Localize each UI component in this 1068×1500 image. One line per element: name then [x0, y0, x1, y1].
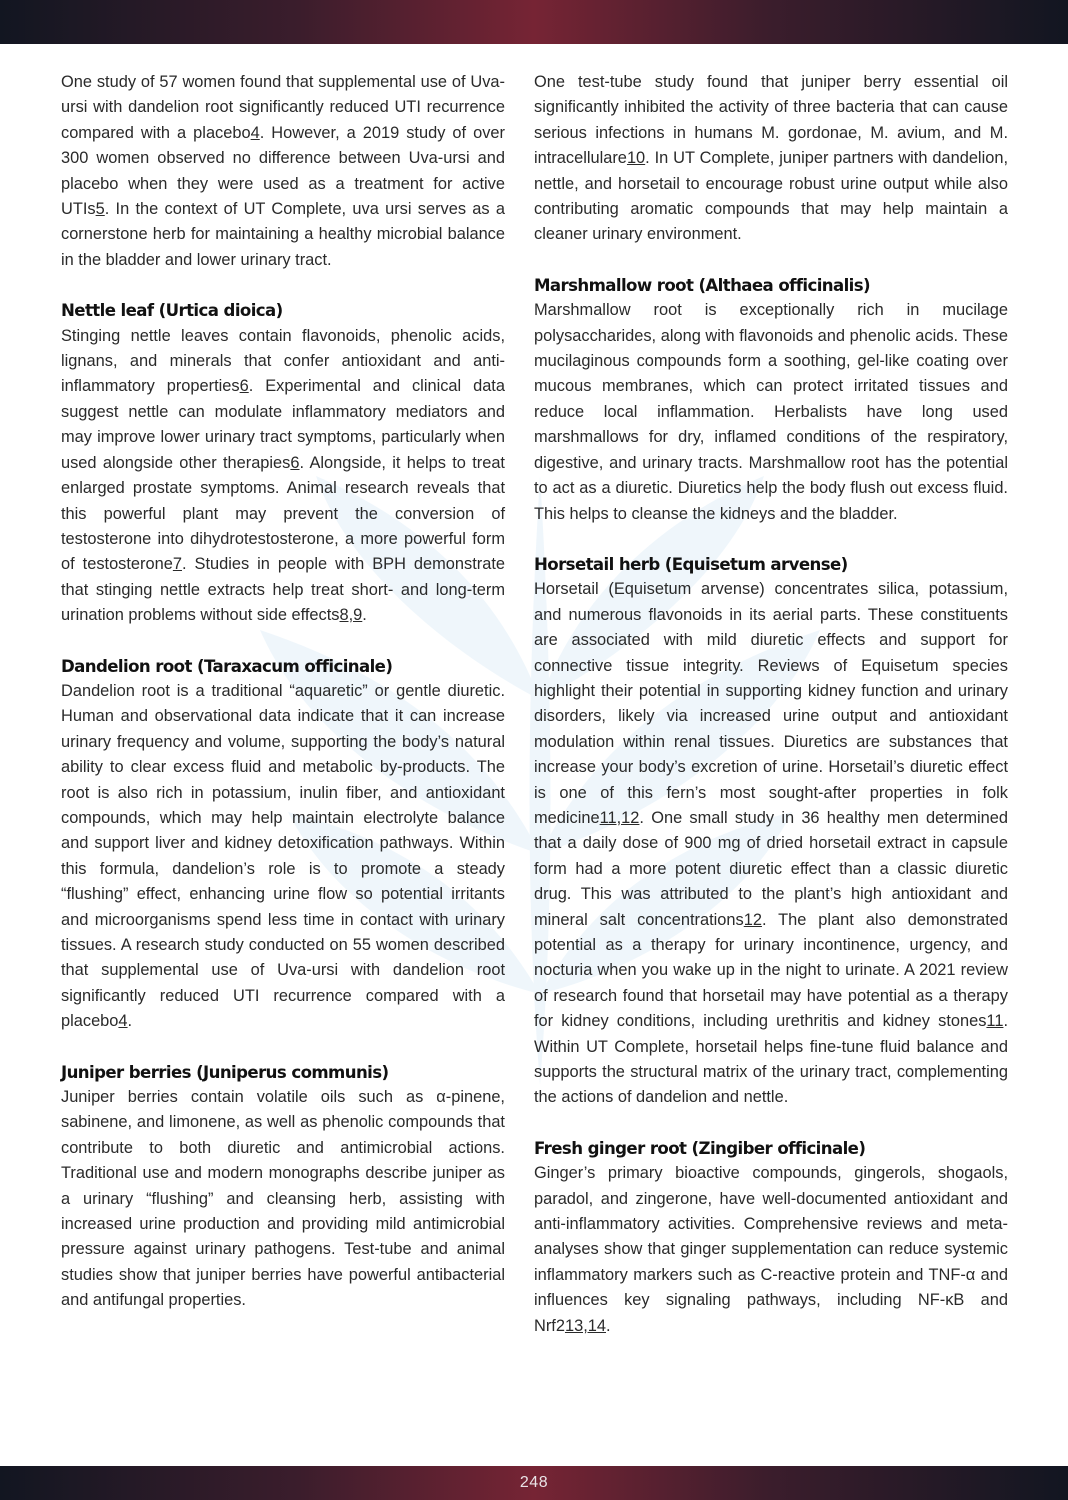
citation-link[interactable]: 10 — [626, 149, 646, 168]
footer-bar — [0, 1466, 1068, 1500]
citation-link[interactable]: 12 — [743, 910, 762, 929]
horsetail-heading: Horsetail herb (Equisetum arvense) — [534, 554, 848, 574]
marshmallow-heading: Marshmallow root (Althaea officinalis) — [534, 275, 871, 295]
marshmallow-paragraph: Marshmallow root is exceptionally rich in mucilage polysaccharides, along with flavonoids and phenolic acids. These mucilaginous compounds form a soothing, gel-like coating over mucous membranes, which can protect irritated tissues and reduce local inflammation. Herbalists have long used marshmallows for dry, inflamed conditions of the respiratory, digestive, and urinary tracts. Marshmallow root has the potential to act as a diuretic. Diuretics help the body flush out excess fluid. This helps to cleanse the kidneys and the bladder. — [534, 301, 1008, 523]
left-column — [61, 70, 505, 1314]
nettle-paragraph: Stinging nettle leaves contain flavonoids, phenolic acids, lignans, and minerals that confer antioxidant and anti-inflammatory properties6. Experimental and clinical data suggest nettle can modulate inflammatory mediators and may improve lower urinary tract symptoms, particularly when used alongside other therapies6. Alongside, it helps to treat enlarged prostate symptoms. Animal research reveals that this powerful plant may prevent the conversion of testosterone into dihydrotestosterone, a more powerful form of testosterone7. Studies in people with BPH demonstrate that stinging nettle extracts help treat short- and long-term urination problems without side effects8,9. — [61, 326, 505, 625]
citation-link[interactable]: 4 — [118, 1012, 128, 1031]
citation-link[interactable]: 8,9 — [339, 606, 363, 625]
nettle-heading: Nettle leaf (Urtica dioica) — [61, 301, 283, 321]
ginger-paragraph: Ginger’s primary bioactive compounds, gingerols, shogaols, paradol, and zingerone, have well-documented antioxidant and anti-inflammatory activities. Comprehensive reviews and meta-analyses show that ginger supplementation can reduce systemic inflammatory markers such as C-reactive protein and TNF-α and influences key signaling pathways, including NF-κB and Nrf213,14. — [534, 1164, 1008, 1335]
juniper-heading: Juniper berries (Juniperus communis) — [61, 1062, 389, 1082]
dandelion-paragraph: Dandelion root is a traditional “aquaretic” or gentle diuretic. Human and observational data indicate that it can increase urinary frequency and volume, supporting the body’s natural ability to clear excess fluid and metabolic by-products. The root is also rich in potassium, inulin fiber, and antioxidant compounds, which may help maintain electrolyte balance and support liver and kidney detoxification pathways. Within this formula, dandelion’s role is to promote a steady “flushing” effect, enhancing urine flow so potential irritants and microorganisms spend less time in contact with urinary tissues. A research study conducted on 55 women described that supplemental use of Uva-ursi with dandelion root significantly reduced UTI recurrence compared with a placebo4. — [61, 681, 505, 1031]
citation-link[interactable]: 11 — [986, 1012, 1004, 1031]
citation-link[interactable]: 13,14 — [564, 1316, 606, 1335]
juniper-continued-paragraph: One test-tube study found that juniper berry essential oil significantly inhibited the activity of three bacteria that can cause serious infections in humans M. gordonae, M. avium, and M. intracellulare10. In UT Complete, juniper partners with dandelion, nettle, and horsetail to encourage robust urine output while also contributing aromatic compounds that may help maintain a cleaner urinary environment. — [534, 73, 1008, 244]
citation-link[interactable]: 6 — [239, 377, 249, 396]
ginger-heading: Fresh ginger root (Zingiber officinale) — [534, 1138, 866, 1158]
citation-link[interactable]: 7 — [172, 555, 182, 574]
intro-paragraph: One study of 57 women found that supplemental use of Uva-ursi with dandelion root significantly reduced UTI recurrence compared with a placebo4. However, a 2019 study of over 300 women observed no difference between Uva-ursi and placebo when they were used as a treatment for active UTIs5. In the context of UT Complete, uva ursi serves as a cornerstone herb for maintaining a healthy microbial balance in the bladder and lower urinary tract. — [61, 73, 505, 269]
horsetail-paragraph: Horsetail (Equisetum arvense) concentrates silica, potassium, and numerous flavonoids in its aerial parts. These constituents are associated with mild diuretic effects and support for connective tissue integrity. Reviews of Equisetum species highlight their potential in supporting kidney function and urinary disorders, likely via increased urine output and antioxidant modulation within renal tissues. Diuretics are substances that increase your body’s excretion of urine. Horsetail’s diuretic effect is one of this fern’s most sought-after properties in folk medicine11,12. One small study in 36 healthy men determined that a daily dose of 900 mg of dried horsetail extract in capsule form had a more potent diuretic effect than a classic diuretic drug. This was attributed to the plant’s high antioxidant and mineral salt concentrations12. The plant also demonstrated potential as a therapy for urinary incontinence, urgency, and nocturia when you wake up in the night to urinate. A 2021 review of research found that horsetail may have potential as a therapy for kidney conditions, including urethritis and kidney stones11. Within UT Complete, horsetail helps fine-tune fluid balance and supports the structural matrix of the urinary tract, complementing the actions of dandelion and nettle. — [534, 580, 1008, 1107]
dandelion-heading: Dandelion root (Taraxacum officinale) — [61, 656, 393, 676]
citation-link[interactable]: 5 — [95, 200, 105, 219]
citation-link[interactable]: 11,12 — [599, 808, 640, 827]
page-number: 248 — [519, 1474, 549, 1491]
citation-link[interactable]: 6 — [290, 453, 300, 472]
juniper-paragraph: Juniper berries contain volatile oils such as α-pinene, sabinene, and limonene, as well as phenolic compounds that contribute to both diuretic and antimicrobial actions. Traditional use and modern monographs describe juniper as a urinary “flushing” and cleansing herb, assisting with increased urine production and providing mild antimicrobial pressure against urinary pathogens. Test-tube and animal studies show that juniper berries have powerful antibacterial and antifungal properties. — [61, 1088, 505, 1310]
header-bar — [0, 0, 1068, 44]
citation-link[interactable]: 4 — [250, 123, 260, 142]
right-column — [534, 70, 1008, 1339]
